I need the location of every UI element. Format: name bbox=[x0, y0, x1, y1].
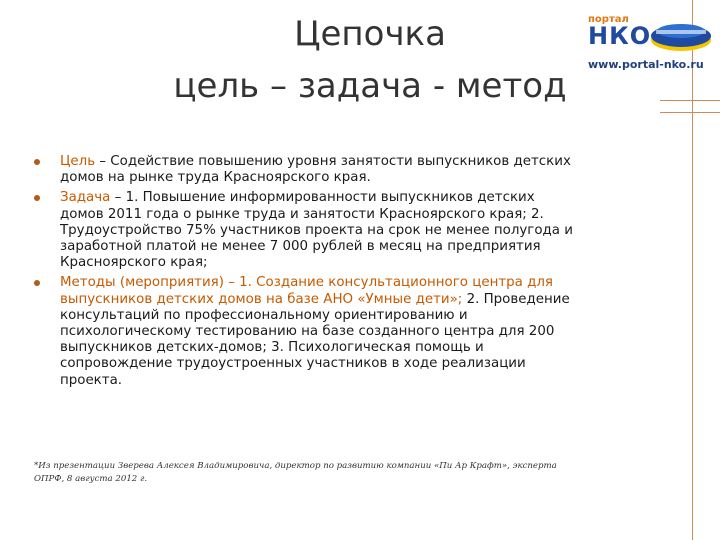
slide-title-line1: Цепочка bbox=[294, 14, 446, 54]
methods-text: 2. Проведение консультаций по профессиональному ориентированию и психологическому тестированию на базе созданного центра для 200 выпускников детских-домов; 3. Психологическая помощь и сопровождение трудоустроенных участников в ходе реализации проекта. bbox=[60, 291, 570, 388]
portal-nko-logo bbox=[588, 14, 716, 74]
decorative-vertical-line bbox=[692, 0, 693, 540]
decorative-horizontal-line-2 bbox=[660, 112, 720, 113]
logo-big-text: НКО bbox=[588, 22, 652, 50]
slide-title-line2: цель – задача - метод bbox=[173, 66, 567, 106]
logo-small-text: портал bbox=[588, 14, 629, 25]
methods-label: Методы (мероприятия) bbox=[60, 275, 224, 291]
decorative-horizontal-line bbox=[660, 100, 720, 101]
slide-title bbox=[160, 8, 580, 112]
methods-highlight: – 1. Создание консультационного центра для выпускников детских домов на базе АНО «Умные дети»; bbox=[60, 275, 553, 307]
logo-url-text: www.portal-nko.ru bbox=[588, 58, 704, 71]
bullet-list bbox=[34, 154, 574, 393]
goal-label: Цель bbox=[60, 154, 96, 169]
bullet-icon bbox=[34, 280, 40, 286]
list-item-methods bbox=[34, 275, 574, 388]
logo-disc-icon bbox=[648, 14, 714, 54]
task-text: – 1. Повышение информированности выпускников детских домов 2011 года о рынке труда и занятости Красноярского края; 2. Трудоустройство 75% участников проекта на срок не менее полугода и заработной платой не менее 7 000 рублей в месяц на предприятия Красноярского края; bbox=[60, 190, 573, 271]
list-item-goal bbox=[34, 154, 574, 186]
bullet-icon bbox=[34, 159, 40, 165]
footnote: *Из презентации Зверева Алексея Владимировича, директор по развитию компании «Пи Ар Крафт», эксперта ОПРФ, 8 августа 2012 г. bbox=[34, 461, 557, 484]
bullet-icon bbox=[34, 195, 40, 201]
goal-text: – Содействие повышению уровня занятости выпускников детских домов на рынке труда Красноярского края. bbox=[60, 154, 571, 186]
list-item-task bbox=[34, 190, 574, 271]
task-label: Задача bbox=[60, 190, 111, 206]
